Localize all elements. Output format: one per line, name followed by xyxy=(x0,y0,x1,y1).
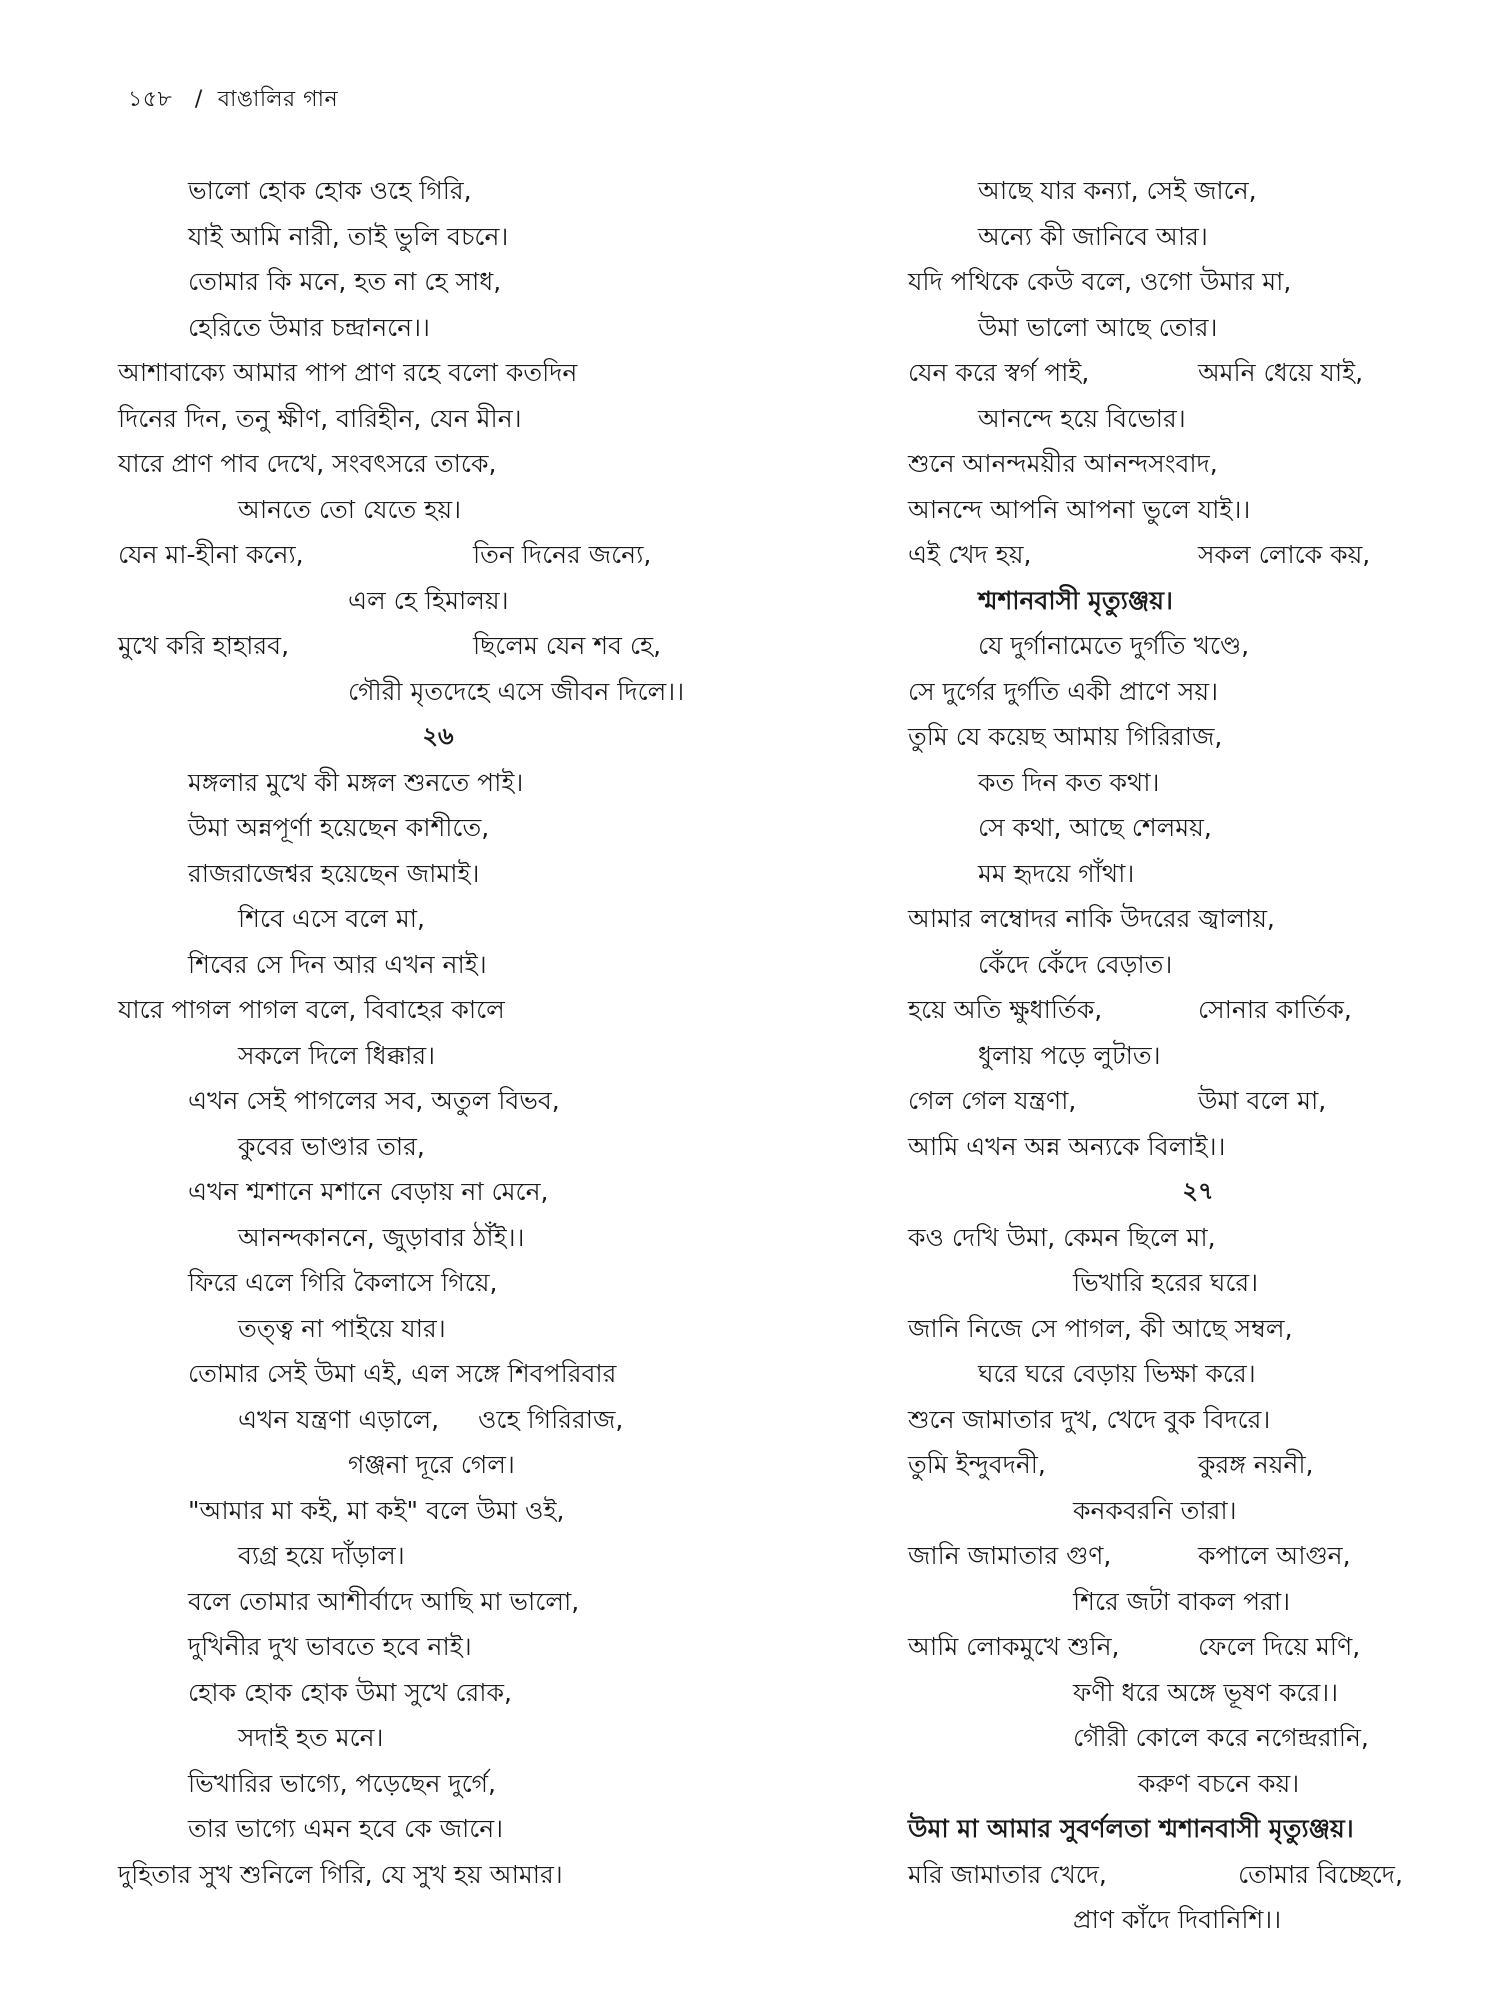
verse-line xyxy=(908,1897,1488,1943)
verse-text: তার ভাগ্যে এমন হবে কে জানে। xyxy=(188,1814,504,1843)
verse-text: শুনে আনন্দময়ীর আনন্দসংবাদ, xyxy=(908,449,1218,478)
verse-text: আনন্দে হয়ে বিভোর। xyxy=(978,403,1186,433)
verse-text: সদাই হত মনে। xyxy=(238,1723,384,1752)
verse-line xyxy=(908,1715,1488,1761)
verse-text: হয়ে অতি ক্ষুধার্তিক, xyxy=(908,995,1103,1024)
verse-text-second-half: অমনি ধেয়ে যাই, xyxy=(1198,358,1364,387)
verse-line xyxy=(908,350,1488,396)
verse-text: আমি এখন অন্ন অন্যকে বিলাই।। xyxy=(908,1131,1226,1161)
verse-line xyxy=(908,305,1488,351)
verse-text: গঞ্জনা দূরে গেল। xyxy=(348,1450,515,1479)
verse-line xyxy=(118,487,758,533)
song-number: ২৬ xyxy=(422,722,454,750)
verse-text: কেঁদে কেঁদে বেড়াত। xyxy=(978,949,1173,979)
verse-line xyxy=(908,1442,1488,1488)
verse-line xyxy=(908,1852,1488,1898)
verse-text: তত্ত্ব না পাইয়ে যার। xyxy=(238,1313,446,1343)
verse-line xyxy=(118,851,758,897)
verse-line xyxy=(908,259,1488,305)
left-column xyxy=(118,168,758,1897)
verse-text: ভিখারির ভাগ্যে, পড়েছেন দুর্গে, xyxy=(188,1768,496,1798)
verse-text-second-half: উমা বলে মা, xyxy=(1198,1086,1327,1115)
verse-text: তুমি ইন্দুবদনী, xyxy=(908,1450,1046,1479)
verse-text-second-half: কুরঙ্গ নয়নী, xyxy=(1198,1450,1314,1479)
verse-line xyxy=(908,1260,1488,1306)
verse-line xyxy=(118,1761,758,1807)
verse-line xyxy=(908,1761,1488,1807)
verse-text: আনন্দে আপনি আপনা ভুলে যাই।। xyxy=(908,494,1251,524)
verse-text: শিবের সে দিন আর এখন নাই। xyxy=(188,949,487,979)
page-number: ১৫৮ xyxy=(128,87,173,112)
verse-text: দিনের দিন, তনু ক্ষীণ, বারিহীন, যেন মীন। xyxy=(118,403,522,433)
verse-line xyxy=(908,1078,1488,1124)
verse-text: জানি নিজে সে পাগল, কী আছে সম্বল, xyxy=(908,1313,1293,1343)
verse-line xyxy=(908,1306,1488,1352)
verse-text: গৌরী মৃতদেহে এসে জীবন দিলে।। xyxy=(348,676,685,706)
verse-text: রাজরাজেশ্বর হয়েছেন জামাই। xyxy=(188,858,480,888)
verse-line xyxy=(118,1488,758,1534)
verse-text-second-half: ফেলে দিয়ে মণি, xyxy=(1198,1632,1361,1661)
verse-text: আমি লোকমুখে শুনি, xyxy=(908,1632,1120,1661)
verse-line xyxy=(908,1033,1488,1079)
verse-text: মম হৃদয়ে গাঁথা। xyxy=(978,858,1135,888)
verse-text: জানি জামাতার গুণ, xyxy=(908,1541,1112,1570)
verse-text: কনকবরনি তারা। xyxy=(1073,1495,1237,1525)
verse-line xyxy=(118,1670,758,1716)
verse-text: ঘরে ঘরে বেড়ায় ভিক্ষা করে। xyxy=(978,1359,1256,1388)
verse-line xyxy=(118,1852,758,1898)
verse-line xyxy=(908,1351,1488,1397)
verse-line xyxy=(908,714,1488,760)
verse-line xyxy=(908,214,1488,260)
verse-line xyxy=(118,669,758,715)
verse-text: শুনে জামাতার দুখ, খেদে বুক বিদরে। xyxy=(908,1404,1271,1434)
verse-text: এখন যন্ত্রণা এড়ালে, xyxy=(238,1404,440,1434)
verse-text: কও দেখি উমা, কেমন ছিলে মা, xyxy=(908,1222,1216,1252)
verse-text-second-half: ওহে গিরিরাজ, xyxy=(478,1404,624,1434)
verse-text: "আমার মা কই, মা কই" বলে উমা ওই, xyxy=(188,1495,565,1525)
verse-line xyxy=(118,623,758,669)
verse-text: শিবে এসে বলে মা, xyxy=(238,904,425,933)
verse-text: এল হে হিমালয়। xyxy=(348,585,509,615)
verse-text: হেরিতে উমার চন্দ্রাননে।। xyxy=(188,312,430,342)
verse-line xyxy=(118,1624,758,1670)
verse-text: আছে যার কন্যা, সেই জানে, xyxy=(978,176,1257,205)
verse-line xyxy=(908,1215,1488,1261)
verse-text: আশাবাক্যে আমার পাপ প্রাণ রহে বলো কতদিন xyxy=(118,358,578,387)
verse-line xyxy=(908,1124,1488,1170)
verse-text: সে দুর্গের দুর্গতি একী প্রাণে সয়। xyxy=(908,676,1219,706)
book-title: বাঙালির গান xyxy=(217,87,339,112)
verse-line xyxy=(908,487,1488,533)
verse-line xyxy=(118,1579,758,1625)
verse-line xyxy=(118,1306,758,1352)
verse-line xyxy=(118,1033,758,1079)
verse-line xyxy=(118,1078,758,1124)
verse-line xyxy=(908,942,1488,988)
verse-text-second-half: কপালে আগুন, xyxy=(1198,1541,1351,1570)
verse-line xyxy=(118,942,758,988)
verse-text: এই খেদ হয়, xyxy=(908,540,1032,569)
verse-line xyxy=(908,441,1488,487)
verse-text: ব্যগ্র হয়ে দাঁড়াল। xyxy=(238,1541,405,1570)
verse-line xyxy=(118,168,758,214)
verse-line xyxy=(908,1670,1488,1716)
verse-line xyxy=(118,805,758,851)
verse-text: যেন মা-হীনা কন্যে, xyxy=(118,540,304,569)
verse-line xyxy=(118,1806,758,1852)
verse-text: মঙ্গলার মুখে কী মঙ্গল শুনতে পাই। xyxy=(188,767,524,797)
verse-text: সকলে দিলে ধিক্কার। xyxy=(238,1040,436,1070)
verse-line xyxy=(118,1715,758,1761)
verse-line xyxy=(118,532,758,578)
verse-line xyxy=(118,1124,758,1170)
verse-text: উমা অন্নপূর্ণা হয়েছেন কাশীতে, xyxy=(188,813,490,842)
verse-text: মুখে করি হাহারব, xyxy=(118,631,290,660)
verse-line xyxy=(118,1442,758,1488)
verse-text: যেন করে স্বর্গ পাই, xyxy=(908,358,1090,387)
verse-text: করুণ বচনে কয়। xyxy=(1138,1768,1300,1798)
verse-text: যাই আমি নারী, তাই ভুলি বচনে। xyxy=(188,221,509,251)
verse-line xyxy=(908,669,1488,715)
header-separator: / xyxy=(194,87,203,112)
verse-text: ভালো হোক হোক ওহে গিরি, xyxy=(188,176,472,205)
verse-line xyxy=(118,987,758,1033)
verse-line xyxy=(908,623,1488,669)
verse-line xyxy=(118,1169,758,1215)
verse-text: গেল গেল যন্ত্রণা, xyxy=(908,1086,1077,1115)
verse-text: শ্মশানবাসী মৃত্যুঞ্জয়। xyxy=(978,585,1173,615)
verse-line xyxy=(118,350,758,396)
verse-line xyxy=(908,532,1488,578)
verse-text: ফিরে এলে গিরি কৈলাসে গিয়ে, xyxy=(188,1268,498,1297)
verse-text: ধুলায় পড়ে লুটাত। xyxy=(978,1040,1161,1070)
verse-text: কুবের ভাণ্ডার তার, xyxy=(238,1131,425,1161)
verse-line xyxy=(908,1579,1488,1625)
verse-text: দুহিতার সুখ শুনিলে গিরি, যে সুখ হয় আমার। xyxy=(118,1859,563,1889)
verse-line xyxy=(118,1260,758,1306)
verse-line xyxy=(908,851,1488,897)
verse-text-second-half: সকল লোকে কয়, xyxy=(1198,540,1371,569)
verse-text: সে কথা, আছে শেলময়, xyxy=(978,813,1212,842)
verse-line xyxy=(908,1533,1488,1579)
verse-line xyxy=(118,1397,758,1443)
verse-text: শিরে জটা বাকল পরা। xyxy=(1073,1586,1291,1616)
verse-text: প্রাণ কাঁদে দিবানিশি।। xyxy=(1073,1905,1282,1934)
verse-text: যদি পথিকে কেউ বলে, ওগো উমার মা, xyxy=(908,267,1292,296)
page-header xyxy=(128,82,338,119)
verse-text-second-half: ছিলেম যেন শব হে, xyxy=(473,631,662,660)
verse-line xyxy=(118,441,758,487)
verse-line xyxy=(118,1533,758,1579)
verse-text: কত দিন কত কথা। xyxy=(978,767,1160,797)
verse-line xyxy=(118,1215,758,1261)
verse-line xyxy=(118,760,758,806)
verse-line xyxy=(118,259,758,305)
verse-text: তোমার কি মনে, হত না হে সাধ, xyxy=(188,267,502,296)
verse-text: ভিখারি হরের ঘরে। xyxy=(1073,1268,1259,1297)
verse-line xyxy=(118,214,758,260)
verse-line xyxy=(908,760,1488,806)
verse-text: অন্যে কী জানিবে আর। xyxy=(978,221,1208,251)
verse-line xyxy=(118,578,758,624)
verse-text: যে দুর্গানামেতে দুর্গতি খণ্ডে, xyxy=(978,631,1250,660)
verse-text: এখন শ্মশানে মশানে বেড়ায় না মেনে, xyxy=(188,1177,549,1206)
verse-text: আনন্দকাননে, জুড়াবার ঠাঁই।। xyxy=(238,1222,525,1252)
verse-line xyxy=(908,1624,1488,1670)
verse-line xyxy=(908,1806,1488,1852)
verse-text: তোমার সেই উমা এই, এল সঙ্গে শিবপরিবার xyxy=(188,1359,617,1388)
verse-line xyxy=(908,1488,1488,1534)
verse-text: এখন সেই পাগলের সব, অতুল বিভব, xyxy=(188,1086,560,1115)
verse-line xyxy=(118,305,758,351)
verse-line xyxy=(908,805,1488,851)
verse-line xyxy=(118,1351,758,1397)
verse-text-second-half: তিন দিনের জন্যে, xyxy=(473,540,652,569)
song-number: ২৭ xyxy=(1182,1177,1214,1205)
verse-text-second-half: সোনার কার্তিক, xyxy=(1198,995,1352,1024)
verse-text: ফণী ধরে অঙ্গে ভূষণ করে।। xyxy=(1073,1677,1339,1707)
right-column xyxy=(908,168,1488,1943)
verse-text: উমা ভালো আছে তোর। xyxy=(978,312,1218,342)
verse-text: দুখিনীর দুখ ভাবতে হবে নাই। xyxy=(188,1632,472,1661)
verse-line xyxy=(908,396,1488,442)
verse-text: যারে পাগল পাগল বলে, বিবাহের কালে xyxy=(118,995,505,1024)
verse-text: বলে তোমার আশীর্বাদে আছি মা ভালো, xyxy=(188,1586,580,1616)
verse-text: আনতে তো যেতে হয়। xyxy=(238,494,462,524)
verse-line xyxy=(908,896,1488,942)
verse-line xyxy=(118,396,758,442)
verse-line xyxy=(908,987,1488,1033)
verse-text: তুমি যে কয়েছ আমায় গিরিরাজ, xyxy=(908,722,1223,751)
verse-text: হোক হোক হোক উমা সুখে রোক, xyxy=(188,1677,512,1707)
verse-text-second-half: তোমার বিচ্ছেদে, xyxy=(1238,1859,1403,1889)
verse-text: আমার লম্বোদর নাকি উদরের জ্বালায়, xyxy=(908,904,1275,933)
verse-line xyxy=(908,578,1488,624)
verse-text: গৌরী কোলে করে নগেন্দ্ররানি, xyxy=(1073,1723,1369,1752)
verse-line xyxy=(118,896,758,942)
verse-text: যারে প্রাণ পাব দেখে, সংবৎসরে তাকে, xyxy=(118,449,497,478)
verse-text: উমা মা আমার সুবর্ণলতা শ্মশানবাসী মৃত্যুঞ্জয়। xyxy=(908,1814,1354,1843)
verse-line xyxy=(908,1397,1488,1443)
verse-line xyxy=(908,168,1488,214)
verse-text: মরি জামাতার খেদে, xyxy=(908,1859,1107,1889)
